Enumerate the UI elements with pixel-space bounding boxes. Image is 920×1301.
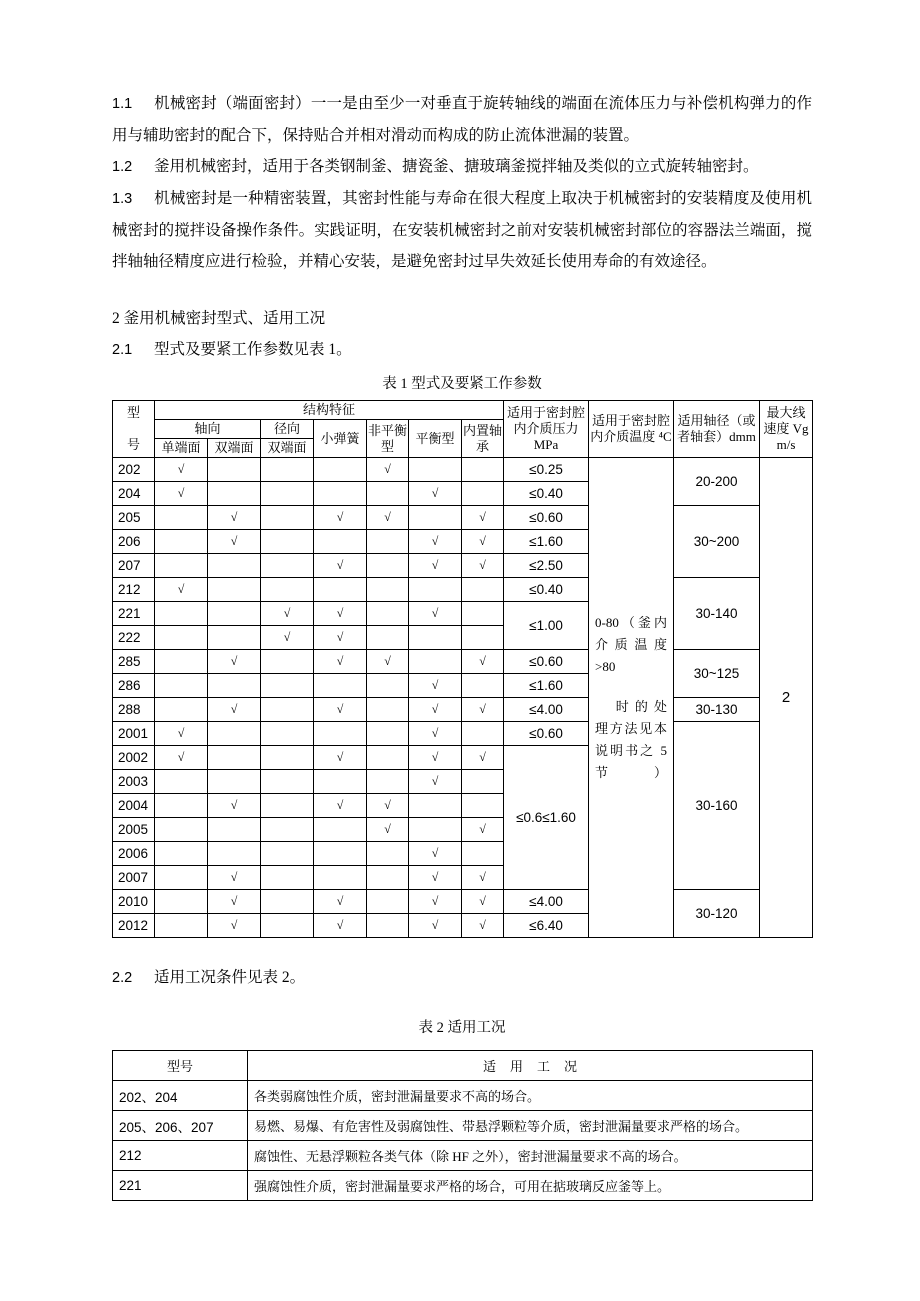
cell-pressure: ≤1.00 <box>504 602 589 650</box>
cell-temperature: 0-80（釜内介质温度>80 时的处理方法见本说明书之 5 节） <box>589 458 674 938</box>
cell-feature-5 <box>367 578 409 602</box>
cell-feature-2 <box>208 818 261 842</box>
cell-feature-1: √ <box>155 458 208 482</box>
table-row <box>113 1171 813 1201</box>
cell-feature-6: √ <box>409 722 462 746</box>
th-model: 型 号 <box>113 401 155 458</box>
cell-feature-4: √ <box>314 698 367 722</box>
th-model: 型号 <box>113 1051 248 1081</box>
cell-feature-4: √ <box>314 914 367 938</box>
cell-feature-2: √ <box>208 794 261 818</box>
cell-model: 221 <box>113 1171 248 1201</box>
section-2-2 <box>112 962 812 994</box>
cell-feature-4: √ <box>314 626 367 650</box>
cell-feature-6 <box>409 458 462 482</box>
cell-feature-7: √ <box>462 530 504 554</box>
cell-feature-6: √ <box>409 674 462 698</box>
paragraph-1-3 <box>112 183 812 277</box>
cell-model: 222 <box>113 626 155 650</box>
cell-feature-1 <box>155 890 208 914</box>
cell-feature-4 <box>314 818 367 842</box>
paragraph-text: 机械密封（端面密封）一一是由至少一对垂直于旋转轴线的端面在流体压力与补偿机构弹力的作用与辅助密封的配合下，保持贴合并相对滑动而构成的防止流体泄漏的装置。 <box>112 95 812 144</box>
cell-feature-6 <box>409 626 462 650</box>
th-double-face-radial: 双端面 <box>261 439 314 458</box>
cell-feature-3 <box>261 842 314 866</box>
cell-feature-1 <box>155 866 208 890</box>
table-row <box>113 1111 813 1141</box>
cell-shaft-diameter: 30-130 <box>674 698 760 722</box>
cell-feature-4: √ <box>314 794 367 818</box>
cell-feature-4 <box>314 482 367 506</box>
cell-max-speed: 2 <box>760 458 813 938</box>
cell-feature-5 <box>367 626 409 650</box>
cell-model: 2001 <box>113 722 155 746</box>
cell-model: 2006 <box>113 842 155 866</box>
cell-feature-7: √ <box>462 866 504 890</box>
cell-feature-1 <box>155 602 208 626</box>
paragraph-1-1 <box>112 88 812 151</box>
cell-feature-4 <box>314 722 367 746</box>
th-axial: 轴向 <box>155 420 261 439</box>
cell-model: 288 <box>113 698 155 722</box>
cell-model: 286 <box>113 674 155 698</box>
table-row <box>113 578 813 602</box>
cell-feature-7 <box>462 626 504 650</box>
cell-feature-2: √ <box>208 650 261 674</box>
table-row <box>113 458 813 482</box>
cell-feature-2: √ <box>208 698 261 722</box>
cell-feature-2 <box>208 482 261 506</box>
cell-feature-7: √ <box>462 890 504 914</box>
cell-feature-6: √ <box>409 746 462 770</box>
cell-feature-7 <box>462 722 504 746</box>
cell-model: 202、204 <box>113 1081 248 1111</box>
cell-feature-6: √ <box>409 914 462 938</box>
cell-feature-6: √ <box>409 602 462 626</box>
cell-feature-1 <box>155 794 208 818</box>
cell-feature-5 <box>367 866 409 890</box>
cell-feature-3: √ <box>261 626 314 650</box>
cell-feature-4: √ <box>314 746 367 770</box>
cell-feature-5 <box>367 530 409 554</box>
th-pressure: 适用于密封腔内介质压力 MPa <box>504 401 589 458</box>
cell-feature-2: √ <box>208 890 261 914</box>
cell-feature-6: √ <box>409 842 462 866</box>
cell-model: 212 <box>113 1141 248 1171</box>
cell-feature-2 <box>208 554 261 578</box>
cell-feature-1 <box>155 842 208 866</box>
cell-feature-2: √ <box>208 530 261 554</box>
table-row <box>113 722 813 746</box>
cell-feature-6 <box>409 506 462 530</box>
cell-feature-2 <box>208 746 261 770</box>
section-text: 适用工况条件见表 2。 <box>154 969 306 986</box>
cell-pressure: ≤2.50 <box>504 554 589 578</box>
cell-feature-4: √ <box>314 650 367 674</box>
cell-model: 2002 <box>113 746 155 770</box>
cell-feature-1 <box>155 530 208 554</box>
cell-feature-5: √ <box>367 794 409 818</box>
cell-feature-4 <box>314 842 367 866</box>
cell-feature-3 <box>261 482 314 506</box>
cell-feature-7: √ <box>462 506 504 530</box>
cell-model: 206 <box>113 530 155 554</box>
cell-feature-5 <box>367 554 409 578</box>
cell-feature-2: √ <box>208 866 261 890</box>
cell-feature-4 <box>314 458 367 482</box>
cell-condition: 各类弱腐蚀性介质，密封泄漏量要求不高的场合。 <box>248 1081 813 1111</box>
cell-pressure: ≤0.25 <box>504 458 589 482</box>
cell-condition: 腐蚀性、无悬浮颗粒各类气体（除 HF 之外），密封泄漏量要求不高的场合。 <box>248 1141 813 1171</box>
cell-feature-7 <box>462 602 504 626</box>
cell-feature-6: √ <box>409 482 462 506</box>
table2-header <box>113 1051 813 1081</box>
cell-feature-1: √ <box>155 578 208 602</box>
cell-feature-1: √ <box>155 722 208 746</box>
cell-condition: 强腐蚀性介质，密封泄漏量要求严格的场合，可用在掂玻璃反应釜等上。 <box>248 1171 813 1201</box>
cell-feature-6: √ <box>409 530 462 554</box>
cell-feature-3 <box>261 650 314 674</box>
cell-feature-4: √ <box>314 602 367 626</box>
cell-feature-4 <box>314 866 367 890</box>
cell-feature-3 <box>261 746 314 770</box>
section-2-1 <box>112 334 812 366</box>
cell-feature-2: √ <box>208 914 261 938</box>
cell-feature-7: √ <box>462 698 504 722</box>
th-inner-bearing: 内置轴承 <box>462 420 504 458</box>
cell-feature-7: √ <box>462 818 504 842</box>
cell-feature-5 <box>367 770 409 794</box>
cell-feature-1: √ <box>155 746 208 770</box>
cell-feature-4 <box>314 770 367 794</box>
th-small-spring: 小弹簧 <box>314 420 367 458</box>
cell-feature-3 <box>261 770 314 794</box>
cell-model: 2003 <box>113 770 155 794</box>
cell-feature-3 <box>261 866 314 890</box>
cell-feature-6 <box>409 650 462 674</box>
cell-feature-2 <box>208 578 261 602</box>
cell-model: 207 <box>113 554 155 578</box>
cell-feature-6: √ <box>409 770 462 794</box>
cell-model: 212 <box>113 578 155 602</box>
cell-model: 205、206、207 <box>113 1111 248 1141</box>
section-number: 2.1 <box>112 342 133 358</box>
cell-feature-3 <box>261 530 314 554</box>
cell-feature-5 <box>367 698 409 722</box>
cell-feature-5: √ <box>367 650 409 674</box>
cell-model: 205 <box>113 506 155 530</box>
cell-feature-3 <box>261 674 314 698</box>
cell-feature-6: √ <box>409 698 462 722</box>
th-shaft-diameter: 适用轴径（或者轴套）dmm <box>674 401 760 458</box>
cell-pressure: ≤0.40 <box>504 578 589 602</box>
cell-pressure: ≤1.60 <box>504 674 589 698</box>
cell-pressure: ≤1.60 <box>504 530 589 554</box>
cell-feature-4 <box>314 674 367 698</box>
cell-feature-5: √ <box>367 506 409 530</box>
cell-model: 202 <box>113 458 155 482</box>
cell-feature-7 <box>462 794 504 818</box>
cell-feature-2 <box>208 674 261 698</box>
cell-feature-7: √ <box>462 650 504 674</box>
cell-feature-1 <box>155 698 208 722</box>
cell-feature-4 <box>314 530 367 554</box>
paragraph-number: 1.2 <box>112 159 133 175</box>
cell-feature-3 <box>261 722 314 746</box>
cell-feature-7 <box>462 842 504 866</box>
cell-shaft-diameter: 30~200 <box>674 506 760 578</box>
cell-feature-1 <box>155 626 208 650</box>
cell-feature-2 <box>208 626 261 650</box>
th-structure: 结构特征 <box>155 401 504 420</box>
cell-feature-5: √ <box>367 458 409 482</box>
section-2-heading: 2 釜用机械密封型式、适用工况 <box>112 310 326 327</box>
table-row <box>113 890 813 914</box>
cell-feature-5 <box>367 746 409 770</box>
cell-feature-3 <box>261 914 314 938</box>
cell-model: 204 <box>113 482 155 506</box>
cell-feature-1 <box>155 554 208 578</box>
table-applicable-conditions <box>112 1050 813 1201</box>
cell-shaft-diameter: 30-120 <box>674 890 760 938</box>
cell-feature-1 <box>155 650 208 674</box>
cell-shaft-diameter: 20-200 <box>674 458 760 506</box>
cell-pressure: ≤0.60 <box>504 506 589 530</box>
cell-feature-4 <box>314 578 367 602</box>
cell-feature-7 <box>462 578 504 602</box>
cell-feature-1 <box>155 770 208 794</box>
section-text: 型式及要紧工作参数见表 1。 <box>154 341 352 358</box>
th-max-speed: 最大线速度 Vg m/s <box>760 401 813 458</box>
cell-feature-1 <box>155 914 208 938</box>
table1-caption: 表 1 型式及要紧工作参数 <box>382 376 542 392</box>
table-row <box>113 650 813 674</box>
cell-feature-5 <box>367 674 409 698</box>
th-single-face: 单端面 <box>155 439 208 458</box>
table-type-parameters <box>112 400 813 938</box>
table2-body <box>113 1081 813 1201</box>
th-unbalanced: 非平衡型 <box>367 420 409 458</box>
th-condition: 适用工况 <box>248 1051 813 1081</box>
paragraph-number: 1.1 <box>112 96 133 112</box>
table-row <box>113 1141 813 1171</box>
table-row <box>113 506 813 530</box>
cell-condition: 易燃、易爆、有危害性及弱腐蚀性、带悬浮颗粒等介质，密封泄漏量要求严格的场合。 <box>248 1111 813 1141</box>
cell-feature-4: √ <box>314 890 367 914</box>
section-number: 2.2 <box>112 970 133 986</box>
th-radial: 径向 <box>261 420 314 439</box>
cell-feature-7 <box>462 482 504 506</box>
cell-feature-3 <box>261 554 314 578</box>
cell-model: 221 <box>113 602 155 626</box>
cell-feature-7 <box>462 770 504 794</box>
cell-pressure: ≤0.6≤1.60 <box>504 746 589 890</box>
cell-pressure: ≤0.40 <box>504 482 589 506</box>
cell-feature-3 <box>261 794 314 818</box>
cell-feature-6 <box>409 578 462 602</box>
cell-pressure: ≤6.40 <box>504 914 589 938</box>
cell-feature-5 <box>367 482 409 506</box>
cell-feature-5 <box>367 914 409 938</box>
cell-feature-5 <box>367 722 409 746</box>
cell-feature-3 <box>261 698 314 722</box>
cell-feature-3: √ <box>261 602 314 626</box>
cell-shaft-diameter: 30-160 <box>674 722 760 890</box>
th-double-face-axial: 双端面 <box>208 439 261 458</box>
cell-feature-3 <box>261 890 314 914</box>
cell-feature-4: √ <box>314 506 367 530</box>
table1-body <box>113 458 813 938</box>
cell-feature-6: √ <box>409 890 462 914</box>
table1-header <box>113 401 813 458</box>
cell-feature-3 <box>261 578 314 602</box>
cell-pressure: ≤0.60 <box>504 650 589 674</box>
paragraph-text: 釜用机械密封，适用于各类钢制釜、搪瓷釜、搪玻璃釜搅拌轴及类似的立式旋转轴密封。 <box>154 158 759 175</box>
cell-model: 2012 <box>113 914 155 938</box>
cell-feature-3 <box>261 506 314 530</box>
cell-feature-2 <box>208 722 261 746</box>
th-balanced: 平衡型 <box>409 420 462 458</box>
cell-shaft-diameter: 30-140 <box>674 578 760 650</box>
cell-feature-6: √ <box>409 554 462 578</box>
cell-feature-2 <box>208 458 261 482</box>
cell-feature-2 <box>208 842 261 866</box>
cell-pressure: ≤4.00 <box>504 698 589 722</box>
cell-feature-1 <box>155 674 208 698</box>
cell-feature-5 <box>367 890 409 914</box>
cell-feature-5 <box>367 602 409 626</box>
cell-model: 2010 <box>113 890 155 914</box>
cell-feature-3 <box>261 818 314 842</box>
cell-feature-2 <box>208 770 261 794</box>
paragraph-1-2 <box>112 151 812 183</box>
cell-feature-6: √ <box>409 866 462 890</box>
cell-feature-5: √ <box>367 818 409 842</box>
table-row <box>113 698 813 722</box>
cell-feature-3 <box>261 458 314 482</box>
cell-feature-7 <box>462 458 504 482</box>
cell-feature-5 <box>367 842 409 866</box>
cell-feature-7 <box>462 674 504 698</box>
cell-pressure: ≤0.60 <box>504 722 589 746</box>
cell-feature-1 <box>155 506 208 530</box>
cell-feature-4: √ <box>314 554 367 578</box>
cell-feature-1 <box>155 818 208 842</box>
cell-feature-7: √ <box>462 554 504 578</box>
cell-feature-2 <box>208 602 261 626</box>
cell-shaft-diameter: 30~125 <box>674 650 760 698</box>
cell-feature-1: √ <box>155 482 208 506</box>
cell-feature-7: √ <box>462 914 504 938</box>
paragraph-number: 1.3 <box>112 191 133 207</box>
cell-pressure: ≤4.00 <box>504 890 589 914</box>
cell-feature-6 <box>409 818 462 842</box>
th-temperature: 适用于密封腔内介质温度 ⁴C <box>589 401 674 458</box>
cell-feature-2: √ <box>208 506 261 530</box>
paragraph-text: 机械密封是一种精密装置，其密封性能与寿命在很大程度上取决于机械密封的安装精度及使用机械密封的搅拌设备操作条件。实践证明，在安装机械密封之前对安装机械密封部位的容器法兰端面，搅拌轴轴径精度应进行检验，并精心安装，是避免密封过早失效延长使用寿命的有效途径。 <box>112 190 812 270</box>
cell-feature-7: √ <box>462 746 504 770</box>
table-row <box>113 1081 813 1111</box>
cell-model: 2007 <box>113 866 155 890</box>
cell-model: 2004 <box>113 794 155 818</box>
cell-feature-6 <box>409 794 462 818</box>
cell-model: 285 <box>113 650 155 674</box>
table2-caption: 表 2 适用工况 <box>418 1020 506 1036</box>
cell-model: 2005 <box>113 818 155 842</box>
